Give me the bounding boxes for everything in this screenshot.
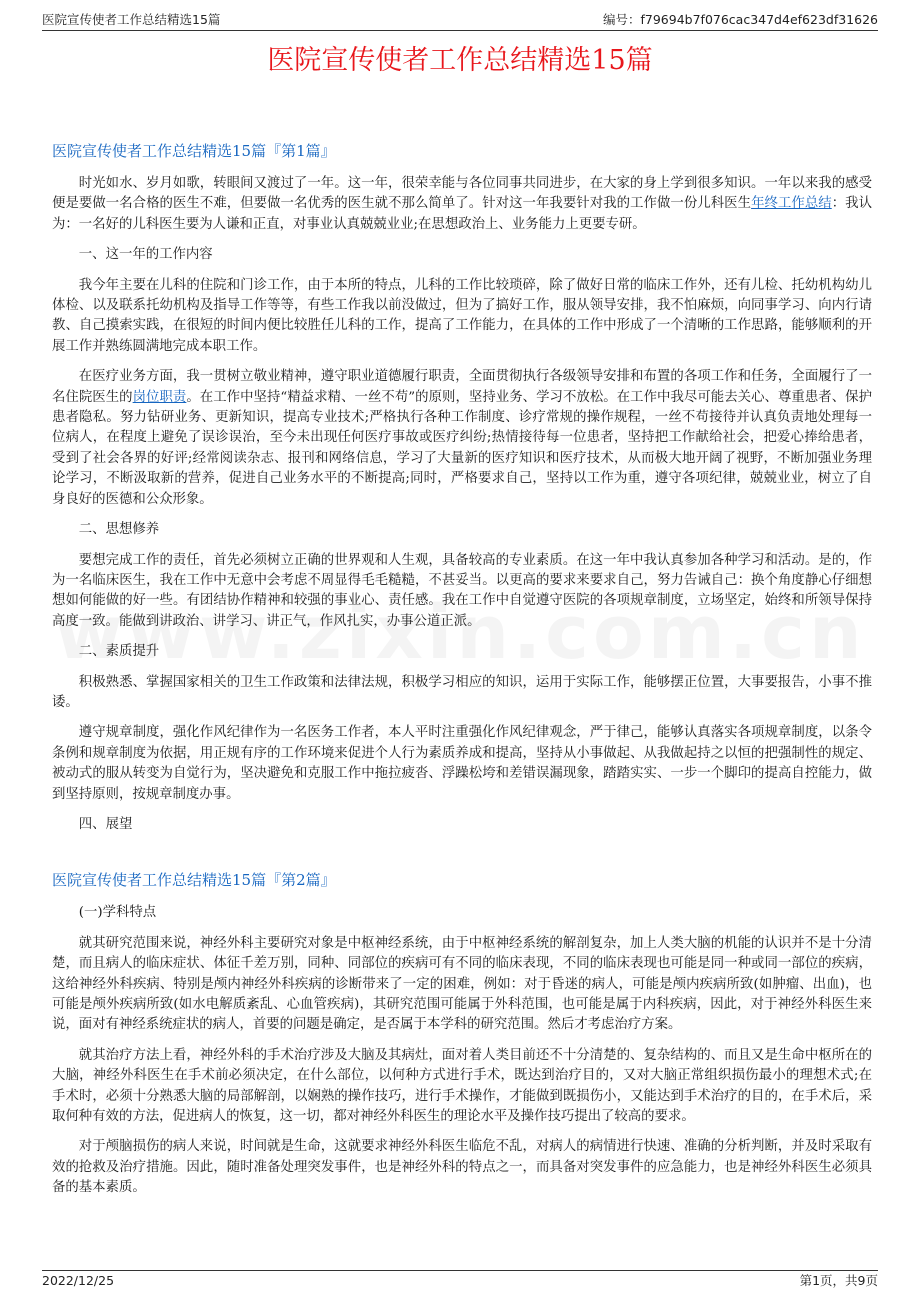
footer-date: 2022/12/25 xyxy=(42,1273,115,1288)
section-heading-2[interactable]: 医院宣传使者工作总结精选15篇『第2篇』 xyxy=(52,871,336,890)
paragraph: 就其治疗方法上看，神经外科的手术治疗涉及大脑及其病灶，面对着人类目前还不十分清楚的、复杂结构的、而且又是生命中枢所在的大脑，神经外科医生在手术前必须决定，在什么部位，以何种方式进行手术，既达到治疗目的，又对大脑正常组织损伤最小的理想术式;在手术时，必须十分熟悉大脑的局部解剖，以娴熟的操作技巧，进行手术操作，才能做到既损伤小，又能达到手术治疗的目的，在手术后，采取何种有效的方法，促进病人的恢复，这一切，都对神经外科医生的理论水平及操作技巧提出了较高的要求。 xyxy=(52,1047,872,1125)
footer-page-number: 第1页，共9页 xyxy=(799,1273,878,1288)
paragraph: 就其研究范围来说，神经外科主要研究对象是中枢神经系统，由于中枢神经系统的解剖复杂，加上人类大脑的机能的认识并不是十分清楚，而且病人的临床症状、体征千差万别，同种、同部位的疾病可有不同的临床表现，不同的临床表现也可能是同一种或同一部位的疾病，这给神经外科疾病、特别是颅内神经外科疾病的诊断带来了一定的困难，例如：对于昏迷的病人，可能是颅内疾病所致(如肿瘤、出血)，也可能是颅外疾病所致(如水电解质紊乱、心血管疾病)，其研究范围可能属于外科范围，也可能是属于内科疾病，因此，对于神经外科医生来说，面对有神经系统症状的病人，首要的问题是确定，是否属于本学科的研究范围。然后才考虑治疗方案。 xyxy=(52,935,872,1033)
paragraph: 对于颅脑损伤的病人来说，时间就是生命，这就要求神经外科医生临危不乱，对病人的病情进行快速、准确的分析判断，并及时采取有效的抢救及治疗措施。因此，随时准备处理突发事件，也是神经外科的特点之一，而具备对突发事件的应急能力，也是神经外科医生必须具备的基本素质。 xyxy=(52,1139,872,1196)
subheading: 二、思想修养 xyxy=(78,522,160,538)
paragraph: 积极熟悉、掌握国家相关的卫生工作政策和法律法规，积极学习相应的知识，运用于实际工作，能够摆正位置，大事要报告，小事不推诿。 xyxy=(52,674,872,710)
subheading: (一)学科特点 xyxy=(78,905,157,921)
page-footer xyxy=(42,1270,878,1291)
header-doc-title: 医院宣传使者工作总结精选15篇 xyxy=(42,12,221,27)
subheading: 一、这一年的工作内容 xyxy=(78,247,213,263)
paragraph: 时光如水、岁月如歌，转眼间又渡过了一年。这一年，很荣幸能与各位同事共同进步，在大家的身上学到很多知识。一年以来我的感受便是要做一名合格的医生不难，但要做一名优秀的医生就不那么简单了。针对这一年我要针对我的工作做一份儿科医生年终工作总结：我认为：一名好的儿科医生要为人谦和正直，对事业认真兢兢业业;在思想政治上、业务能力上更要专研。 xyxy=(52,176,873,232)
subheading: 二、素质提升 xyxy=(78,644,160,660)
paragraph: 在医疗业务方面，我一贯树立敬业精神，遵守职业道德履行职责，全面贯彻执行各级领导安排和布置的各项工作和任务，全面履行了一名住院医生的岗位职责。在工作中坚持“精益求精、一丝不苟”的原则，坚持业务、学习不放松。在工作中我尽可能去关心、尊重患者、保护患者隐私。努力钻研业务、更新知识，提高专业技术;严格执行各种工作制度、诊疗常规的操作规程，一丝不苟接待并认真负责地处理每一位病人，在程度上避免了误诊误治，至今未出现任何医疗事故或医疗纠纷;热情接待每一位患者，坚持把工作献给社会，把爱心捧给患者，受到了社会各界的好评;经常阅读杂志、报刊和网络信息，学习了大量新的医疗知识和医疗技术，从而极大地开阔了视野，不断加强业务理论学习，不断汲取新的营养，促进自己业务水平的不断提高;同时，严格要求自己，坚持以工作为重，遵守各项纪律，兢兢业业，树立了自身良好的医德和公众形象。 xyxy=(52,369,872,507)
header-doc-id: 编号：f79694b7f076cac347d4ef623df31626 xyxy=(602,12,878,27)
link-year-end-summary[interactable]: 年终工作总结 xyxy=(751,196,832,212)
subheading: 四、展望 xyxy=(78,816,133,832)
paragraph: 遵守规章制度，强化作风纪律作为一名医务工作者，本人平时注重强化作风纪律观念，严于律己，能够认真落实各项规章制度，以条令条例和规章制度为依据，用正规有序的工作环境来促进个人行为素质养成和提高，坚持从小事做起、从我做起持之以恒的把强制性的规定、被动式的服从转变为自觉行为，坚决避免和克服工作中拖拉疲沓、浮躁松垮和差错误漏现象，踏踏实实、一步一个脚印的提高自控能力，做到坚持原则，按规章制度办事。 xyxy=(52,725,872,802)
page-header xyxy=(42,10,878,31)
section-heading-1[interactable]: 医院宣传使者工作总结精选15篇『第1篇』 xyxy=(52,142,336,160)
paragraph: 要想完成工作的责任，首先必须树立正确的世界观和人生观，具备较高的专业素质。在这一年中我认真参加各种学习和活动。是的，作为一名临床医生，我在工作中无意中会考虑不周显得毛毛糙糙，不甚妥当。以更高的要求来要求自己，努力告诫自己：换个角度静心仔细想想如何能做的好一些。有团结协作精神和较强的事业心、责任感。我在工作中自觉遵守医院的各项规章制度，立场坚定，始终和所领导保持高度一致。能做到讲政治、讲学习、讲正气，作风扎实，办事公道正派。 xyxy=(52,552,872,629)
document-title: 医院宣传使者工作总结精选15篇 xyxy=(267,45,653,76)
paragraph: 我今年主要在儿科的住院和门诊工作，由于本所的特点，儿科的工作比较琐碎，除了做好日常的临床工作外，还有儿检、托幼机构幼儿体检、以及联系托幼机构及指导工作等等，有些工作我以前没做过，但为了搞好工作，服从领导安排，我不怕麻烦，向同事学习、向内行请教、自己摸索实践，在很短的时间内便比较胜任儿科的工作，提高了工作能力，在具体的工作中形成了一个清晰的工作思路，能够顺利的开展工作并熟练圆满地完成本职工作。 xyxy=(52,277,872,354)
document-body xyxy=(52,140,872,1209)
link-job-duties[interactable]: 岗位职责 xyxy=(132,389,187,405)
